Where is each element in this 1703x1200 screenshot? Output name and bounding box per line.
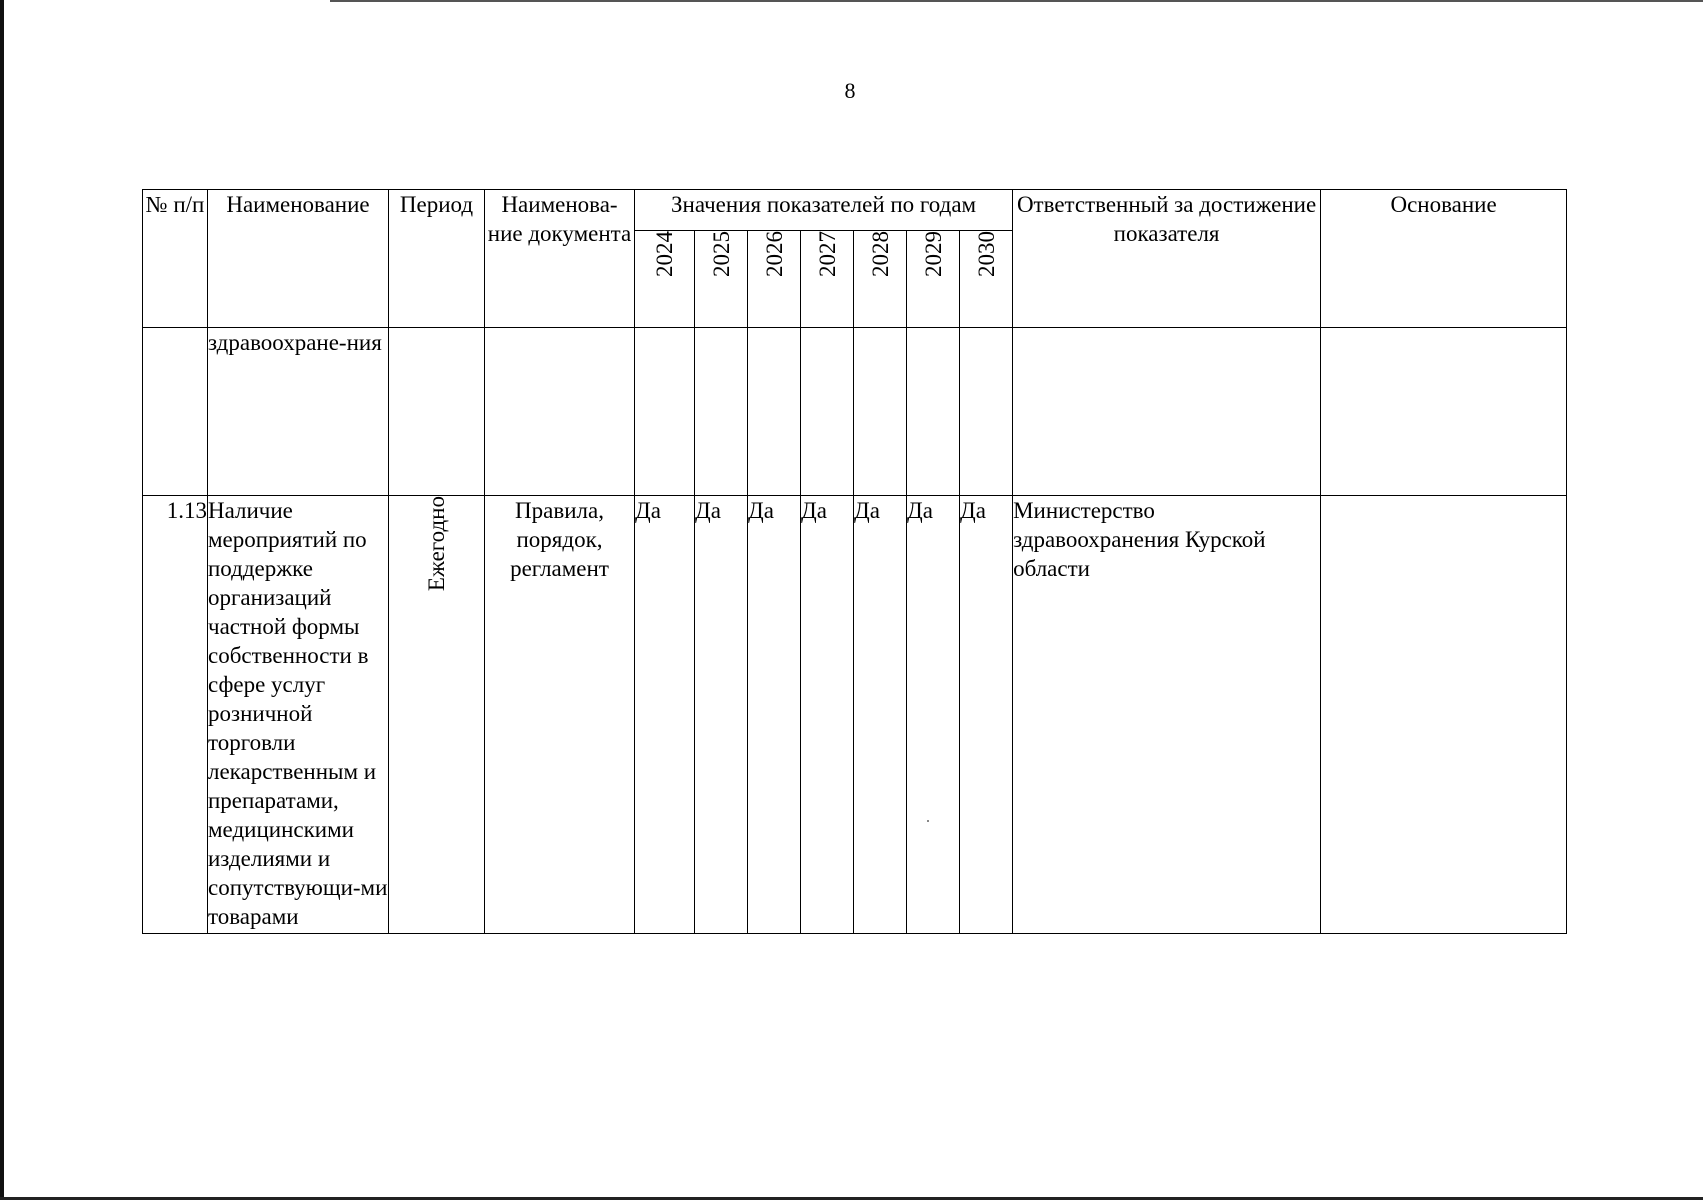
cell-name: Наличие мероприятий по поддержке организаций частной формы собственности в сфере услуг розничной торговли лекарственным и препаратами, медицинскими изделиями и сопутствующи-ми товарами	[208, 496, 389, 934]
cell-value	[748, 328, 801, 496]
cell-period	[389, 328, 485, 496]
cell-num	[143, 328, 208, 496]
header-row	[143, 190, 1567, 231]
cell-num: 1.13	[143, 496, 208, 934]
cell-value	[960, 328, 1013, 496]
header-year-2027	[801, 231, 854, 328]
table-row-continuation	[143, 328, 1567, 496]
header-year-2025	[695, 231, 748, 328]
cell-value-2030: Да	[960, 496, 1013, 934]
year-label: 2024	[652, 231, 677, 277]
cell-value	[695, 328, 748, 496]
cell-document	[485, 328, 635, 496]
scan-edge-left	[0, 0, 4, 1200]
header-name: Наименование	[208, 190, 389, 328]
header-year-2024	[635, 231, 695, 328]
cell-value-2028: Да	[854, 496, 907, 934]
period-label: Ежегодно	[424, 496, 449, 592]
year-label: 2026	[761, 231, 787, 277]
cell-value-2029: Да	[907, 496, 960, 934]
year-label: 2030	[973, 231, 999, 277]
header-year-2028	[854, 231, 907, 328]
header-year-2026	[748, 231, 801, 328]
cell-document: Правила, порядок, регламент	[485, 496, 635, 934]
scan-speck	[927, 820, 929, 822]
cell-value	[854, 328, 907, 496]
header-period: Период	[389, 190, 485, 328]
year-label: 2025	[708, 231, 734, 277]
cell-period	[389, 496, 485, 934]
header-document: Наименова-ние документа	[485, 190, 635, 328]
table-row	[143, 496, 1567, 934]
header-basis: Основание	[1321, 190, 1567, 328]
indicator-table	[142, 189, 1567, 934]
cell-value-2026: Да	[748, 496, 801, 934]
year-label: 2029	[920, 231, 946, 277]
cell-value	[907, 328, 960, 496]
header-responsible: Ответственный за достижение показателя	[1013, 190, 1321, 328]
year-label: 2028	[867, 231, 893, 277]
cell-responsible	[1013, 328, 1321, 496]
cell-value-2024: Да	[635, 496, 695, 934]
header-year-2030	[960, 231, 1013, 328]
header-values-group: Значения показателей по годам	[635, 190, 1013, 231]
cell-responsible: Министерство здравоохранения Курской области	[1013, 496, 1321, 934]
header-year-2029	[907, 231, 960, 328]
cell-value	[635, 328, 695, 496]
cell-value-2027: Да	[801, 496, 854, 934]
cell-value-2025: Да	[695, 496, 748, 934]
page-number: 8	[844, 78, 856, 103]
scan-edge-top	[330, 0, 1703, 2]
cell-value	[801, 328, 854, 496]
cell-basis	[1321, 328, 1567, 496]
cell-basis	[1321, 496, 1567, 934]
cell-name: здравоохране-ния	[208, 328, 389, 496]
year-label: 2027	[814, 231, 840, 277]
header-num: № п/п	[143, 190, 208, 328]
